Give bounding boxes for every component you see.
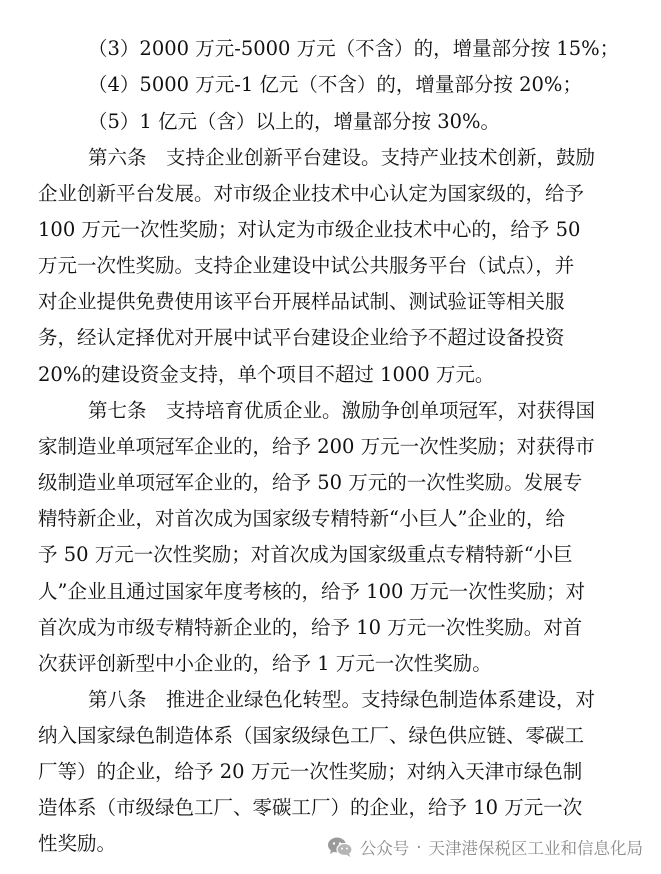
text-line: 务，经认定择优对开展中试平台建设企业给予不超过设备投资: [38, 326, 565, 349]
watermark-separator: ·: [416, 837, 422, 857]
article-6-line: 第六条 支持企业创新平台建设。支持产业技术创新，鼓励: [88, 146, 596, 169]
text-line: 级制造业单项冠军企业的，给予 50 万元的一次性奖励。发展专: [38, 471, 583, 494]
text-line: 首次成为市级专精特新企业的，给予 10 万元一次性奖励。对首: [38, 616, 583, 639]
text-line: 100 万元一次性奖励；对认定为市级企业技术中心的，给予 50: [38, 218, 581, 241]
wechat-icon: [327, 836, 353, 858]
text-line: 万元一次性奖励。支持企业建设中试公共服务平台（试点），并: [38, 254, 575, 277]
watermark-prefix: 公众号: [359, 839, 410, 858]
wechat-watermark: [327, 832, 643, 862]
text-line: （3）2000 万元-5000 万元（不含）的，增量部分按 15%；: [88, 37, 620, 60]
text-line: 20%的建设资金支持，单个项目不超过 1000 万元。: [38, 363, 495, 386]
text-line: （5）1 亿元（含）以上的，增量部分按 30%。: [88, 110, 501, 133]
text-line: 性奖励。: [38, 832, 117, 855]
text-line: 人”企业且通过国家年度考核的，给予 100 万元一次性奖励；对: [38, 580, 586, 603]
watermark-account-name: 天津港保税区工业和信息化局: [428, 839, 643, 858]
text-line: 精特新企业，对首次成为国家级专精特新“小巨人”企业的，给: [38, 507, 565, 530]
article-7-line: 第七条 支持培育优质企业。激励争创单项冠军，对获得国: [88, 399, 596, 422]
text-line: 企业创新平台发展。对市级企业技术中心认定为国家级的，给予: [38, 182, 585, 205]
text-line: 予 50 万元一次性奖励；对首次成为国家级重点专精特新“小巨: [38, 543, 573, 566]
text-line: 厂等）的企业，给予 20 万元一次性奖励；对纳入天津市绿色制: [38, 760, 583, 783]
text-line: 次获评创新型中小企业的，给予 1 万元一次性奖励。: [38, 652, 492, 675]
text-line: 造体系（市级绿色工厂、零碳工厂）的企业，给予 10 万元一次: [38, 796, 583, 819]
article-8-line: 第八条 推进企业绿色化转型。支持绿色制造体系建设，对: [88, 688, 596, 711]
text-line: （4）5000 万元-1 亿元（不含）的，增量部分按 20%；: [88, 73, 582, 96]
text-line: 纳入国家绿色制造体系（国家级绿色工厂、绿色供应链、零碳工: [38, 724, 585, 747]
text-line: 家制造业单项冠军企业的，给予 200 万元一次性奖励；对获得市: [38, 435, 595, 458]
text-line: 对企业提供免费使用该平台开展样品试制、测试验证等相关服: [38, 290, 565, 313]
